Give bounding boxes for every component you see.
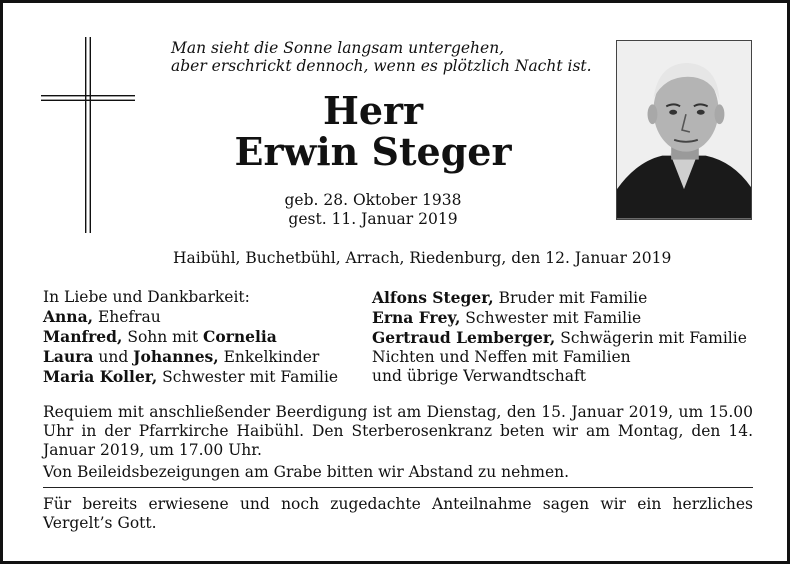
mourner-relation: Schwägerin mit Familie: [555, 329, 747, 347]
mourners-right-column: [372, 288, 762, 386]
mourner-relation: Schwester mit Familie: [157, 368, 339, 386]
life-dates: [153, 191, 593, 229]
birth-date: geb. 28. Oktober 1938: [284, 191, 462, 209]
salutation: Herr: [322, 88, 424, 133]
mourner-name: Manfred,: [43, 327, 123, 346]
mourner-relation: Bruder mit Familie: [493, 289, 648, 307]
mourner-line: Nichten und Neffen mit Familien: [372, 348, 631, 366]
deceased-name-block: [153, 88, 593, 174]
mourners-left-column: [43, 288, 363, 387]
portrait-photo-image: [617, 41, 751, 219]
mourner-name: Anna,: [43, 307, 94, 326]
mourner-line: [372, 308, 762, 328]
requiem-text: Requiem mit anschließender Beerdigung ist am Dienstag, den 15. Januar 2019, um 15.00 Uhr in der Pfarrkirche Haibühl. Den Sterberosenkranz beten wir am Montag, den 14. Januar 2019, um 17.00 Uhr.: [43, 403, 753, 459]
quote-line-1: Man sieht die Sonne langsam untergehen,: [171, 39, 505, 57]
cross-icon: [41, 37, 135, 233]
place-and-date: Haibühl, Buchetbühl, Arrach, Riedenburg, den 12. Januar 2019: [173, 249, 672, 267]
divider: [43, 487, 753, 488]
mourner-relation: Ehefrau: [93, 308, 161, 326]
mourner-line: und übrige Verwandtschaft: [372, 367, 586, 385]
mourner-line: [43, 367, 363, 387]
mourner-relation: Enkelkinder: [218, 348, 320, 366]
quote: [171, 39, 611, 75]
mourner-name: Alfons Steger,: [372, 288, 494, 307]
mourner-name: Laura: [43, 347, 94, 366]
mourner-line: [372, 328, 762, 348]
mourner-name: Cornelia: [203, 327, 277, 346]
quote-line-2: aber erschrickt dennoch, wenn es plötzlich Nacht ist.: [171, 57, 592, 75]
mourner-name: Maria Koller,: [43, 367, 158, 386]
mourner-line: [43, 327, 363, 347]
mourner-line: [43, 347, 363, 367]
thanks-text: Für bereits erwiesene und noch zugedachte Anteilnahme sagen wir ein herzliches Vergelt’s Gott.: [43, 495, 753, 532]
mourner-connector: und: [93, 348, 134, 366]
mourner-name: Gertraud Lemberger,: [372, 328, 556, 347]
portrait-photo: [616, 40, 752, 220]
death-date: gest. 11. Januar 2019: [288, 210, 458, 228]
condolence-note: Von Beileidsbezeigungen am Grabe bitten wir Abstand zu nehmen.: [43, 463, 570, 481]
mourner-line: [372, 288, 762, 308]
mourner-relation: Sohn mit: [122, 328, 203, 346]
deceased-name: Erwin Steger: [234, 129, 512, 174]
mourner-name: Johannes,: [133, 347, 219, 366]
mourner-name: Erna Frey,: [372, 308, 461, 327]
mourners-intro: In Liebe und Dankbarkeit:: [43, 288, 250, 306]
mourner-relation: Schwester mit Familie: [460, 309, 642, 327]
mourner-line: [43, 307, 363, 327]
